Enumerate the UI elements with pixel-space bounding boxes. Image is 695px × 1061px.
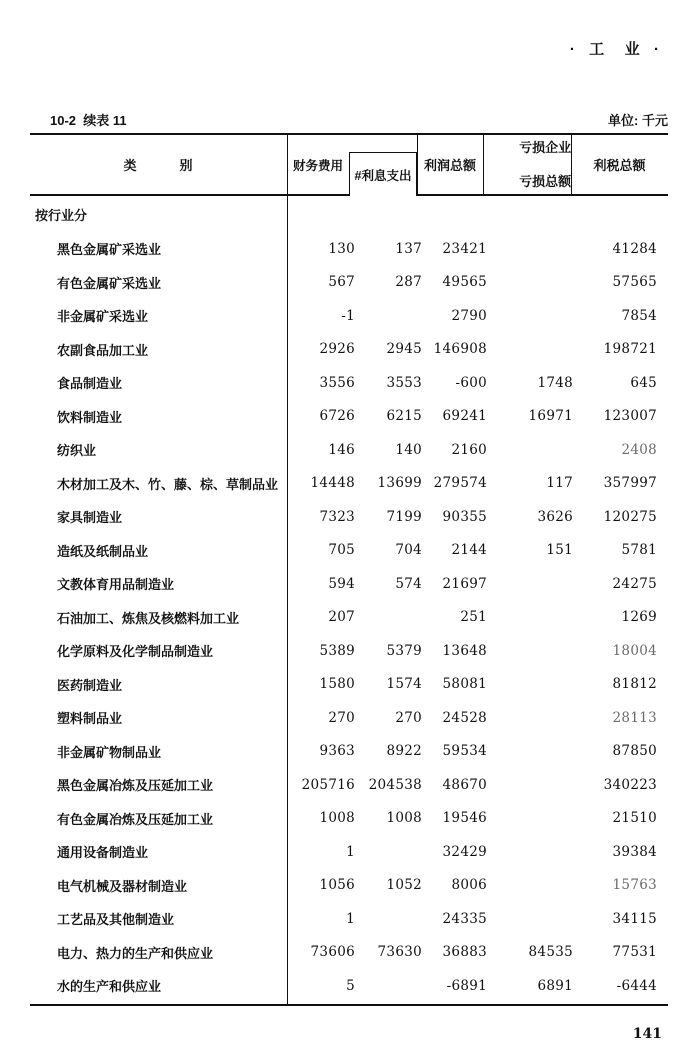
cell-interest-expense: 3553: [386, 374, 422, 391]
unit-label: 单位: 千元: [608, 113, 668, 128]
table-row: [30, 869, 668, 903]
cell-total-profit: 2144: [451, 542, 487, 559]
cell-category-label: 黑色金属矿采选业: [57, 242, 162, 258]
table-meta-row: [30, 110, 668, 129]
cell-category-label: 非金属矿采选业: [57, 309, 149, 325]
cell-category-label: 有色金属冶炼及压延加工业: [57, 811, 214, 827]
cell-financial-expense: 73606: [310, 944, 355, 961]
cell-financial-expense: 205716: [301, 776, 355, 793]
column-header-total-profit: 利润总额: [423, 158, 476, 173]
cell-loss-total: 117: [546, 475, 573, 492]
cell-interest-expense: 704: [395, 542, 422, 559]
cell-category-label: 农副食品加工业: [57, 342, 149, 358]
cell-financial-expense: 1: [346, 910, 355, 927]
cell-total-profit: 2790: [451, 307, 487, 324]
table-row: [30, 701, 668, 735]
cell-total-profit: 32429: [442, 843, 487, 860]
cell-profit-tax-total: 57565: [612, 274, 657, 291]
table-row: [30, 232, 668, 266]
cell-profit-tax-total: 15763: [612, 877, 657, 894]
table-row: [30, 467, 668, 501]
cell-interest-expense: 270: [395, 709, 422, 726]
cell-category-label: 木材加工及木、竹、藤、棕、草制品业: [57, 476, 279, 492]
table-row: [30, 366, 668, 400]
cell-profit-tax-total: -6444: [616, 977, 657, 994]
cell-profit-tax-total: 87850: [612, 743, 657, 760]
cell-total-profit: -6891: [446, 977, 487, 994]
cell-profit-tax-total: 18004: [612, 642, 657, 659]
cell-profit-tax-total: 7854: [621, 307, 657, 324]
cell-interest-expense: 140: [395, 441, 422, 458]
cell-category-label: 电力、热力的生产和供应业: [57, 945, 214, 961]
cell-category-label: 文教体育用品制造业: [57, 577, 175, 593]
cell-financial-expense: 5389: [319, 642, 355, 659]
cell-category-label: 工艺品及其他制造业: [57, 912, 175, 928]
cell-profit-tax-total: 120275: [603, 508, 657, 525]
cell-category-label: 化学原料及化学制品制造业: [57, 644, 214, 660]
cell-interest-expense: 1052: [386, 877, 422, 894]
cell-total-profit: 23421: [442, 240, 487, 257]
cell-total-profit: 279574: [433, 475, 487, 492]
section-row: [30, 196, 668, 232]
cell-profit-tax-total: 645: [630, 374, 657, 391]
cell-category-label: 非金属矿物制品业: [57, 744, 162, 760]
cell-interest-expense: 574: [395, 575, 422, 592]
cell-profit-tax-total: 2408: [621, 441, 657, 458]
table-row: [30, 634, 668, 668]
table-row: [30, 601, 668, 635]
cell-profit-tax-total: 21510: [612, 810, 657, 827]
table-code: 10-2 续表 11: [50, 113, 127, 128]
table-body: [30, 196, 668, 1004]
cell-total-profit: 90355: [442, 508, 487, 525]
table-row: [30, 969, 668, 1003]
page-title: · 工 业 ·: [569, 41, 661, 58]
cell-interest-expense: 204538: [368, 776, 422, 793]
cell-financial-expense: 5: [346, 977, 355, 994]
cell-total-profit: 8006: [451, 877, 487, 894]
loss-header-line2: 亏损总额: [519, 174, 572, 189]
cell-total-profit: 24528: [442, 709, 487, 726]
cell-interest-expense: 7199: [386, 508, 422, 525]
statistics-table: [30, 133, 668, 1006]
cell-interest-expense: 73630: [377, 944, 422, 961]
cell-total-profit: 2160: [451, 441, 487, 458]
table-row: [30, 433, 668, 467]
cell-financial-expense: 1008: [319, 810, 355, 827]
table-row: [30, 902, 668, 936]
cell-loss-total: 84535: [528, 944, 573, 961]
table-row: [30, 299, 668, 333]
body-column-divider: [287, 196, 288, 1004]
cell-financial-expense: 207: [328, 609, 355, 626]
column-header-category: 类 别: [123, 158, 194, 173]
cell-profit-tax-total: 357997: [603, 475, 657, 492]
cell-financial-expense: 705: [328, 542, 355, 559]
cell-financial-expense: 567: [328, 274, 355, 291]
cell-profit-tax-total: 77531: [612, 944, 657, 961]
cell-category-label: 塑料制品业: [57, 711, 123, 727]
cell-financial-expense: 594: [328, 575, 355, 592]
cell-loss-total: 6891: [537, 977, 573, 994]
cell-total-profit: 251: [460, 609, 487, 626]
table-row: [30, 668, 668, 702]
table-row: [30, 936, 668, 970]
cell-interest-expense: 8922: [386, 743, 422, 760]
cell-total-profit: 48670: [442, 776, 487, 793]
cell-interest-expense: 137: [395, 240, 422, 257]
cell-profit-tax-total: 123007: [603, 408, 657, 425]
cell-total-profit: 19546: [442, 810, 487, 827]
cell-interest-expense: 1574: [386, 676, 422, 693]
cell-category-label: 水的生产和供应业: [57, 979, 162, 995]
cell-financial-expense: 2926: [319, 341, 355, 358]
table-header: [30, 135, 668, 196]
cell-interest-expense: 6215: [386, 408, 422, 425]
cell-financial-expense: 1056: [319, 877, 355, 894]
cell-category-label: 有色金属矿采选业: [57, 275, 162, 291]
cell-profit-tax-total: 340223: [603, 776, 657, 793]
table-row: [30, 735, 668, 769]
cell-financial-expense: 146: [328, 441, 355, 458]
cell-total-profit: 69241: [442, 408, 487, 425]
table-row: [30, 266, 668, 300]
column-header-loss-total: [483, 135, 571, 194]
cell-category-label: 电气机械及器材制造业: [57, 878, 188, 894]
table-row: [30, 333, 668, 367]
cell-profit-tax-total: 28113: [612, 709, 657, 726]
cell-total-profit: 21697: [442, 575, 487, 592]
cell-total-profit: 36883: [442, 944, 487, 961]
table-row: [30, 768, 668, 802]
cell-financial-expense: 7323: [319, 508, 355, 525]
cell-total-profit: 13648: [442, 642, 487, 659]
cell-profit-tax-total: 81812: [612, 676, 657, 693]
cell-total-profit: 49565: [442, 274, 487, 291]
cell-total-profit: -600: [455, 374, 487, 391]
cell-financial-expense: -1: [341, 307, 355, 324]
cell-loss-total: 3626: [537, 508, 573, 525]
cell-financial-expense: 270: [328, 709, 355, 726]
cell-financial-expense: 3556: [319, 374, 355, 391]
cell-category-label: 食品制造业: [57, 376, 123, 392]
cell-interest-expense: 1008: [386, 810, 422, 827]
cell-financial-expense: 1580: [319, 676, 355, 693]
cell-total-profit: 24335: [442, 910, 487, 927]
cell-category-label: 医药制造业: [57, 677, 123, 693]
column-header-financial-expense: 财务费用: [292, 158, 343, 173]
table-row: [30, 400, 668, 434]
cell-profit-tax-total: 41284: [612, 240, 657, 257]
cell-financial-expense: 14448: [310, 475, 355, 492]
column-header-interest-expense: #利息支出: [349, 152, 417, 196]
cell-category-label: 石油加工、炼焦及核燃料加工业: [57, 610, 240, 626]
cell-loss-total: 151: [546, 542, 573, 559]
loss-header-line1: 亏损企业: [519, 140, 572, 155]
column-header-profit-tax-total: 利税总额: [593, 158, 646, 173]
cell-interest-expense: 13699: [377, 475, 422, 492]
page-number: 141: [632, 1026, 662, 1042]
cell-category-label: 饮料制造业: [57, 409, 123, 425]
cell-interest-expense: 2945: [386, 341, 422, 358]
cell-total-profit: 59534: [442, 743, 487, 760]
cell-profit-tax-total: 1269: [621, 609, 657, 626]
cell-financial-expense: 1: [346, 843, 355, 860]
table-row: [30, 567, 668, 601]
cell-total-profit: 58081: [442, 676, 487, 693]
cell-financial-expense: 6726: [319, 408, 355, 425]
table-row: [30, 534, 668, 568]
cell-profit-tax-total: 24275: [612, 575, 657, 592]
cell-interest-expense: 287: [395, 274, 422, 291]
cell-total-profit: 146908: [433, 341, 487, 358]
cell-interest-expense: 5379: [386, 642, 422, 659]
cell-financial-expense: 130: [328, 240, 355, 257]
cell-profit-tax-total: 5781: [621, 542, 657, 559]
cell-category-label: 家具制造业: [57, 510, 123, 526]
table-row: [30, 500, 668, 534]
cell-profit-tax-total: 198721: [603, 341, 657, 358]
cell-loss-total: 1748: [537, 374, 573, 391]
cell-category-label: 纺织业: [57, 443, 97, 459]
cell-category-label: 按行业分: [35, 207, 88, 223]
table-row: [30, 835, 668, 869]
cell-category-label: 通用设备制造业: [57, 845, 149, 861]
cell-financial-expense: 9363: [319, 743, 355, 760]
cell-category-label: 造纸及纸制品业: [57, 543, 149, 559]
table-row: [30, 802, 668, 836]
cell-loss-total: 16971: [528, 408, 573, 425]
cell-profit-tax-total: 34115: [612, 910, 657, 927]
cell-profit-tax-total: 39384: [612, 843, 657, 860]
cell-category-label: 黑色金属冶炼及压延加工业: [57, 778, 214, 794]
